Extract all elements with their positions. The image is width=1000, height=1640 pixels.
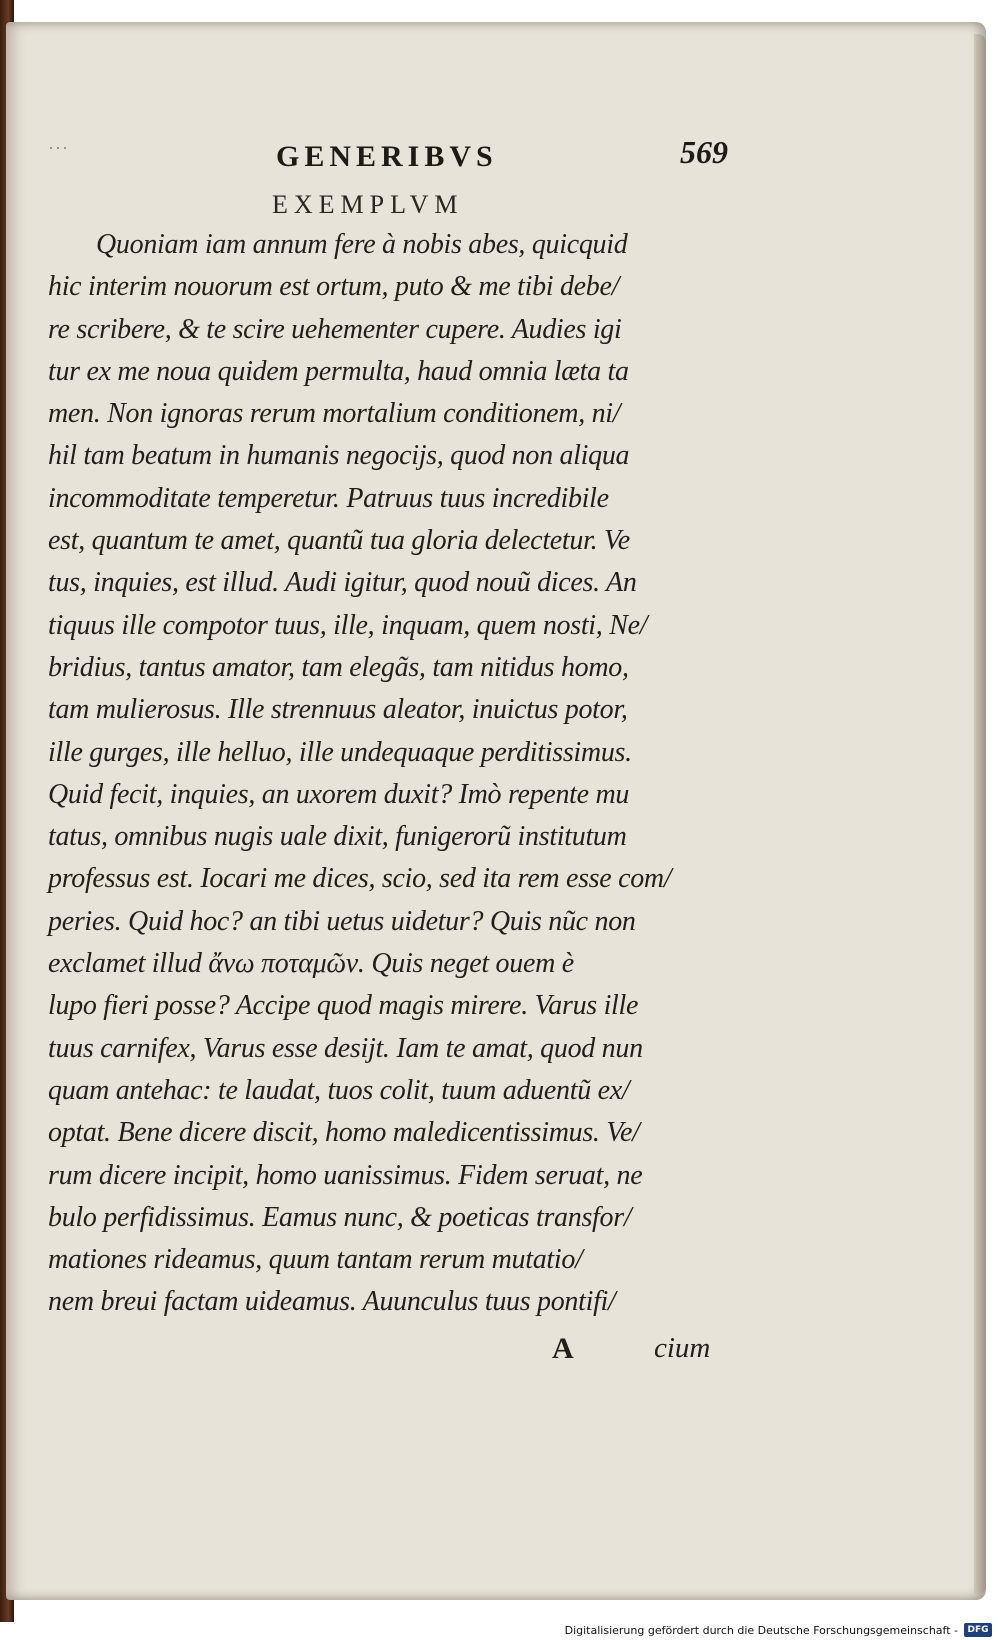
text-line: tatus, omnibus nugis uale dixit, funigerorũ institutum <box>48 821 627 853</box>
text-line: men. Non ignoras rerum mortalium conditionem, ni/ <box>48 398 621 430</box>
text-line: exclamet illud ἄνω ποταμῶν. Quis neget ouem è <box>48 948 574 980</box>
digitization-credit: Digitalisierung gefördert durch die Deutsche Forschungsgemeinschaft - <box>564 1624 958 1637</box>
header-ornament: ··· <box>48 138 69 158</box>
text-line: rum dicere incipit, homo uanissimus. Fidem seruat, ne <box>48 1159 643 1191</box>
page-footer <box>0 1332 1000 1372</box>
text-line: professus est. Iocari me dices, scio, sed ita rem esse com/ <box>48 863 672 895</box>
text-line: mationes rideamus, quum tantam rerum mutatio/ <box>48 1244 583 1276</box>
text-line: bridius, tantus amator, tam elegãs, tam nitidus homo, <box>48 651 629 683</box>
section-title: EXEMPLVM <box>272 190 464 219</box>
text-line: quam antehac: te laudat, tuos colit, tuum aduentũ ex/ <box>48 1074 630 1106</box>
text-line: hil tam beatum in humanis negocijs, quod non aliqua <box>48 440 630 472</box>
body-text <box>48 224 748 1324</box>
text-line: incommoditate temperetur. Patruus tuus incredibile <box>48 482 609 514</box>
text-line: nem breui factam uideamus. Auunculus tuus pontifi/ <box>48 1286 616 1318</box>
text-line: tur ex me noua quidem permulta, haud omnia læta ta <box>48 355 629 387</box>
text-line: peries. Quid hoc? an tibi uetus uidetur? Quis nũc non <box>48 905 636 937</box>
running-head: GENERIBVS <box>276 140 498 173</box>
text-line: est, quantum te amet, quantũ tua gloria delectetur. Ve <box>48 525 630 557</box>
dfg-logo-icon: DFG <box>964 1623 992 1637</box>
text-line: Quid fecit, inquies, an uxorem duxit? Imò repente mu <box>48 778 630 810</box>
text-line: lupo fieri posse? Accipe quod magis mirere. Varus ille <box>48 990 639 1022</box>
catchword: cium <box>654 1332 711 1364</box>
text-line: tam mulierosus. Ille strennuus aleator, inuictus potor, <box>48 694 628 726</box>
text-line: hic interim nouorum est ortum, puto & me tibi debe/ <box>48 271 620 303</box>
page-number: 569 <box>680 134 728 170</box>
text-line: tiquus ille compotor tuus, ille, inquam, quem nosti, Ne/ <box>48 609 648 641</box>
text-line: bulo perfidissimus. Eamus nunc, & poeticas transfor/ <box>48 1201 632 1233</box>
text-line: optat. Bene dicere discit, homo maledicentissimus. Ve/ <box>48 1117 640 1149</box>
text-line: tuus carnifex, Varus esse desijt. Iam te amat, quod nun <box>48 1032 643 1064</box>
text-line: tus, inquies, est illud. Audi igitur, quod nouũ dices. An <box>48 567 637 599</box>
signature-mark: A <box>552 1332 574 1365</box>
text-line: re scribere, & te scire uehementer cupere. Audies igi <box>48 313 622 345</box>
text-line: ille gurges, ille helluo, ille undequaque perditissimus. <box>48 736 632 768</box>
text-line: Quoniam iam annum fere à nobis abes, quicquid <box>96 229 628 260</box>
